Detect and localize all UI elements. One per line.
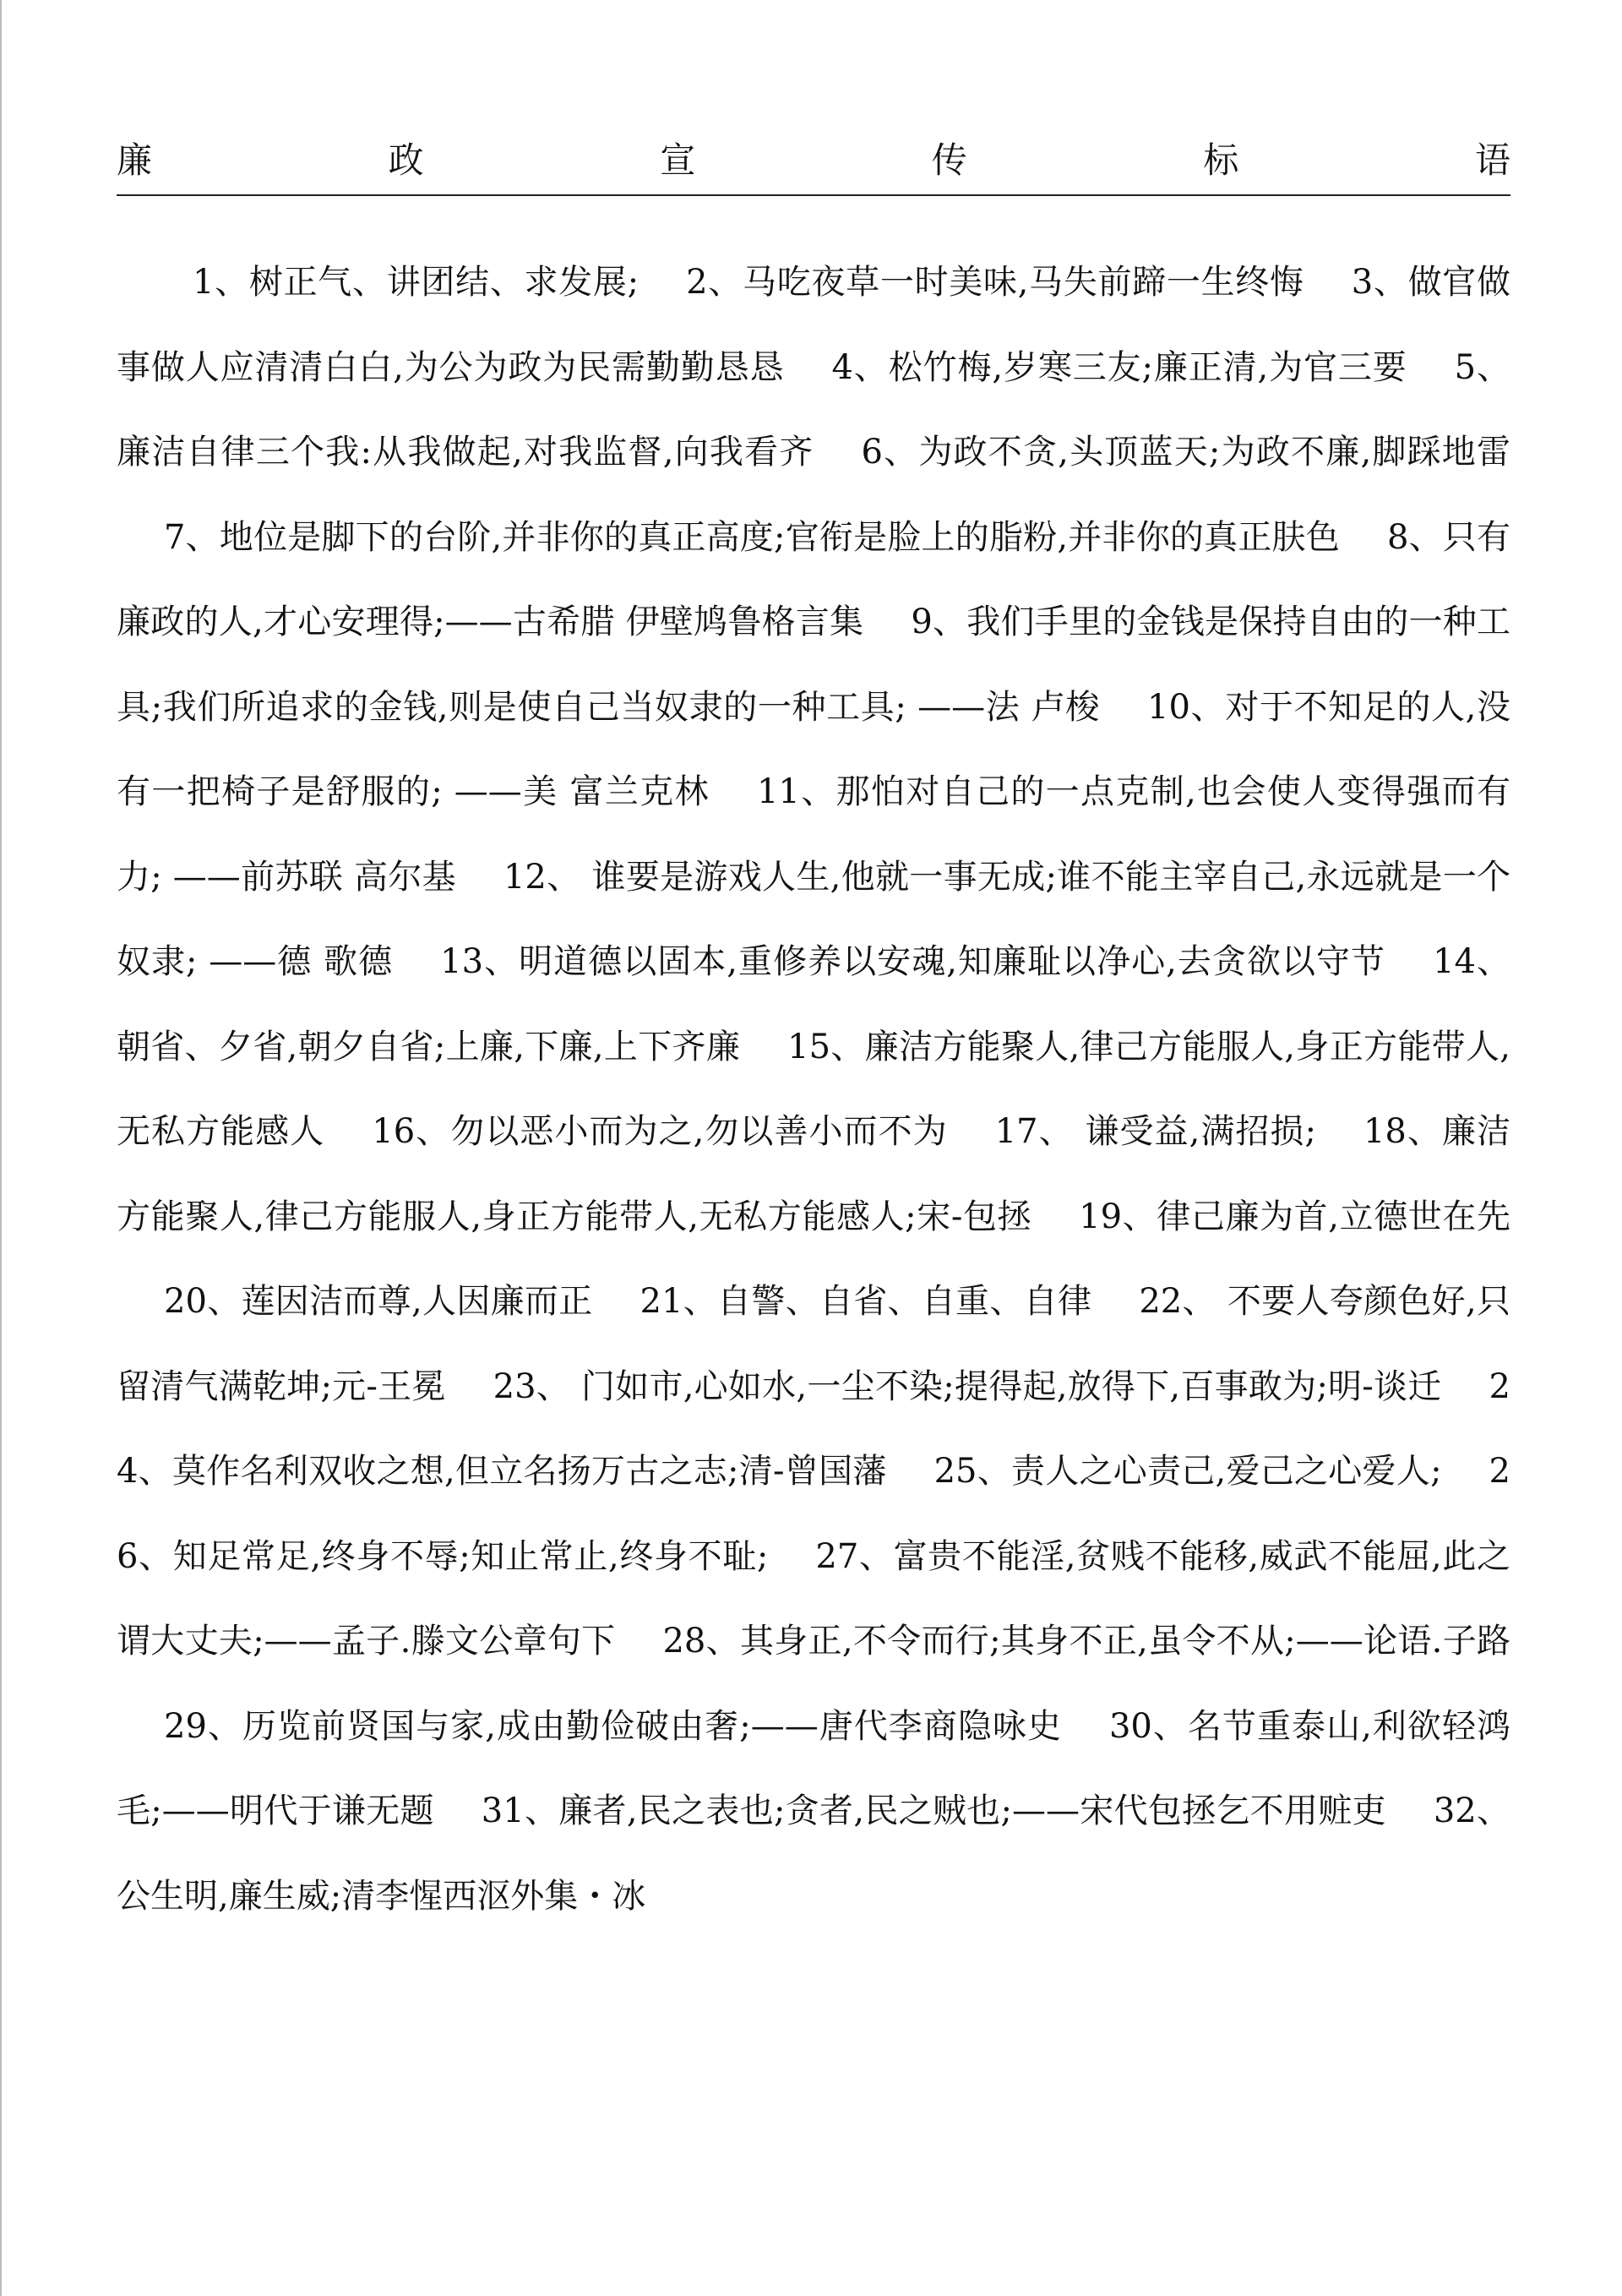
slogan-item: 22、 不要人夸颜色好,只留清气满乾坤;元-王冕 xyxy=(117,1282,1510,1406)
slogan-item: 8、只有廉政的人,才心安理得;——古希腊 伊壁鸠鲁格言集 xyxy=(117,517,1511,641)
title-char: 廉 xyxy=(117,139,153,181)
slogan-item: 30、名节重泰山,利欲轻鸿毛;——明代于谦无题 xyxy=(117,1706,1510,1830)
slogan-item: 2、马吃夜草一时美味,马失前蹄一生终悔 xyxy=(686,263,1304,302)
slogan-item: 32、公生明,廉生威;清李惺西沤外集・冰 xyxy=(117,1792,1510,1916)
slogan-item: 26、知足常足,终身不辱;知止常止,终身不耻; xyxy=(117,1452,1510,1576)
slogan-item: 21、自警、自省、自重、自律 xyxy=(640,1282,1092,1321)
slogan-item: 25、责人之心责己,爱己之心爱人; xyxy=(933,1452,1442,1491)
slogan-item: 27、富贵不能淫,贫贱不能移,威武不能屈,此之谓大丈夫;——孟子.滕文公章句下 xyxy=(117,1536,1510,1661)
slogan-item: 4、松竹梅,岁寒三友;廉正清,为官三要 xyxy=(831,347,1407,387)
title-char: 政 xyxy=(388,139,424,181)
slogan-item: 28、其身正,不令而行;其身不正,虽令不从;——论语.子路 xyxy=(662,1622,1510,1661)
slogan-item: 9、我们手里的金钱是保持自由的一种工具;我们所追求的金钱,则是使自己当奴隶的一种工具; ——法 卢梭 xyxy=(117,603,1511,727)
slogan-item: 7、地位是脚下的台阶,并非你的真正高度;官衔是脸上的脂粉,并非你的真正肤色 xyxy=(164,517,1340,557)
slogan-item: 16、勿以恶小而为之,勿以善小而不为 xyxy=(372,1112,948,1151)
title-char: 标 xyxy=(1203,139,1239,181)
title-char: 宣 xyxy=(660,139,696,181)
slogan-item: 14、 朝省、夕省,朝夕自省;上廉,下廉,上下齐廉 xyxy=(117,942,1511,1066)
slogan-item: 1、树正气、讲团结、求发展; xyxy=(193,263,640,302)
slogan-item: 24、莫作名利双收之想,但立名扬万古之志;清-曾国藩 xyxy=(117,1366,1510,1491)
slogan-item: 29、历览前贤国与家,成由勤俭破由奢;——唐代李商隐咏史 xyxy=(164,1706,1062,1746)
title-char: 传 xyxy=(931,139,967,181)
slogan-item: 3、做官做事做人应清清白白,为公为政为民需勤勤恳恳 xyxy=(117,263,1510,387)
slogan-paragraph xyxy=(117,240,1510,1939)
slogan-item: 11、那怕对自己的一点克制,也会使人变得强而有力; ——前苏联 高尔基 xyxy=(117,772,1510,897)
slogan-item: 12、 谁要是游戏人生,他就一事无成;谁不能主宰自己,永远就是一个奴隶; ——德 歌德 xyxy=(117,857,1511,981)
page-title xyxy=(117,127,1510,196)
slogan-item: 6、为政不贪,头顶蓝天;为政不廉,脚踩地雷 xyxy=(861,433,1510,472)
slogan-item: 31、廉者,民之表也;贪者,民之贼也;——宋代包拯乞不用赃吏 xyxy=(481,1792,1386,1830)
title-char: 语 xyxy=(1474,139,1510,181)
slogan-item: 5、廉洁自律三个我:从我做起,对我监督,向我看齐 xyxy=(117,347,1510,472)
page-edge xyxy=(0,0,2,2296)
slogan-item: 15、廉洁方能聚人,律己方能服人,身正方能带人,无私方能感人 xyxy=(117,1027,1511,1151)
slogan-item: 18、廉洁方能聚人,律己方能服人,身正方能带人,无私方能感人;宋-包拯 xyxy=(117,1112,1510,1236)
slogan-item: 19、律己廉为首,立德世在先 xyxy=(1079,1197,1510,1236)
slogan-item: 13、明道德以固本,重修养以安魂,知廉耻以净心,去贪欲以守节 xyxy=(440,942,1386,981)
slogan-item: 10、对于不知足的人,没有一把椅子是舒服的; ——美 富兰克林 xyxy=(117,687,1510,811)
slogan-item: 23、 门如市,心如水,一尘不染;提得起,放得下,百事敢为;明-谈迁 xyxy=(493,1366,1442,1406)
slogan-item: 20、莲因洁而尊,人因廉而正 xyxy=(164,1282,593,1321)
slogan-item: 17、 谦受益,满招损; xyxy=(994,1112,1316,1151)
